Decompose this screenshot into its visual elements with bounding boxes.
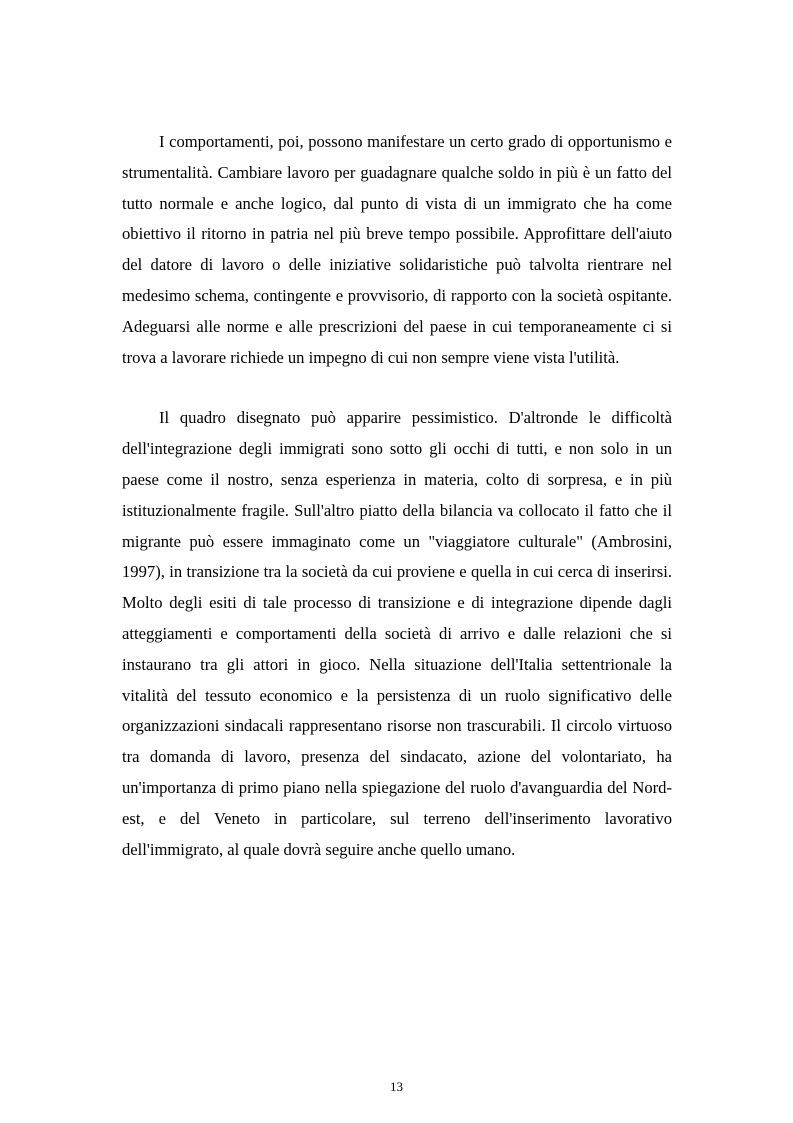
paragraph-2: Il quadro disegnato può apparire pessimistico. D'altronde le difficoltà dell'integrazione degli immigrati sono sotto gli occhi di tutti, e non solo in un paese come il nostro, senza esperienza in materia, colto di sorpresa, e in più istituzionalmente fragile. Sull'altro piatto della bilancia va collocato il fatto che il migrante può essere immaginato come un "viaggiatore culturale" (Ambrosini, 1997), in transizione tra la società da cui proviene e quella in cui cerca di inserirsi. Molto degli esiti di tale processo di transizione e di integrazione dipende dagli atteggiamenti e comportamenti della società di arrivo e dalle relazioni che si instaurano tra gli attori in gioco. Nella situazione dell'Italia settentrionale la vitalità del tessuto economico e la persistenza di un ruolo significativo delle organizzazioni sindacali rappresentano risorse non trascurabili. Il circolo virtuoso tra domanda di lavoro, presenza del sindacato, azione del volontariato, ha un'importanza di primo piano nella spiegazione del ruolo d'avanguardia del Nord-est, e del Veneto in particolare, sul terreno dell'inserimento lavorativo dell'immigrato, al quale dovrà seguire anche quello umano. xyxy=(122,408,672,859)
body-text xyxy=(122,127,672,865)
page-number: 13 xyxy=(390,1079,403,1094)
paragraph-1: I comportamenti, poi, possono manifestare un certo grado di opportunismo e strumentalità. Cambiare lavoro per guadagnare qualche soldo in più è un fatto del tutto normale e anche logico, dal punto di vista di un immigrato che ha come obiettivo il ritorno in patria nel più breve tempo possibile. Approfittare dell'aiuto del datore di lavoro o delle iniziative solidaristiche può talvolta rientrare nel medesimo schema, contingente e provvisorio, di rapporto con la società ospitante. Adeguarsi alle norme e alle prescrizioni del paese in cui temporaneamente ci si trova a lavorare richiede un impegno di cui non sempre viene vista l'utilità. xyxy=(122,132,672,367)
